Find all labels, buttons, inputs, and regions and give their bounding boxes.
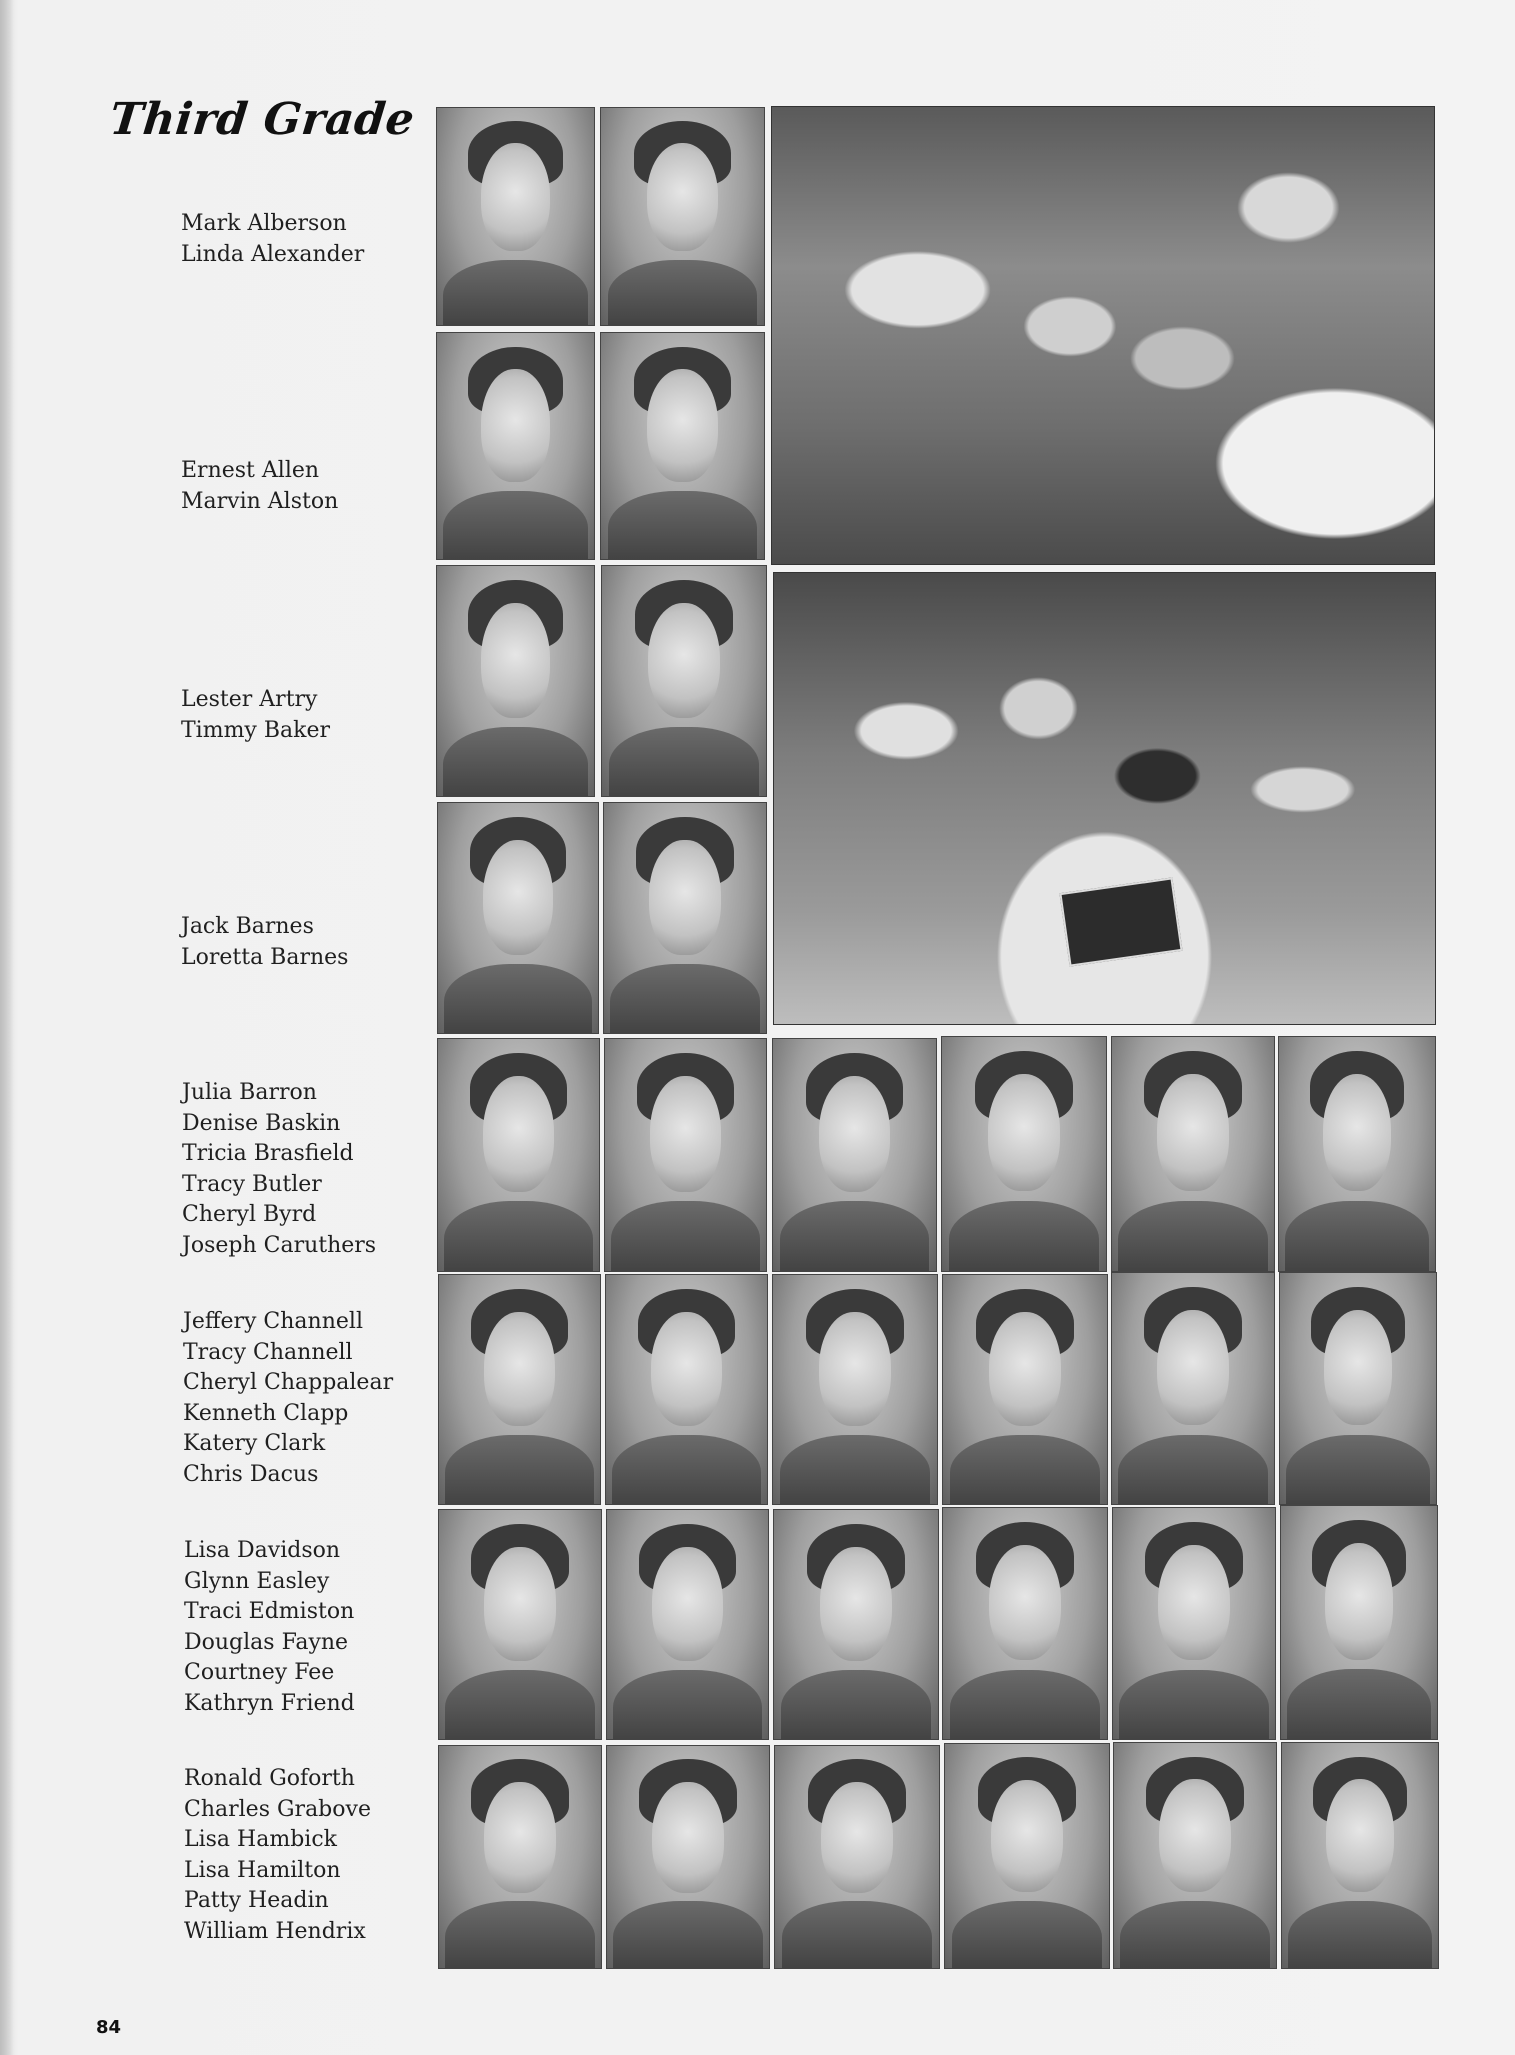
student-portrait bbox=[601, 565, 767, 797]
student-portrait bbox=[437, 1038, 600, 1272]
name-group-2 bbox=[181, 456, 338, 517]
student-name: Courtney Fee bbox=[184, 1660, 335, 1685]
student-portrait bbox=[1280, 1505, 1438, 1740]
student-name: Lisa Hamilton bbox=[184, 1857, 341, 1883]
student-name: Tricia Brasfield bbox=[182, 1141, 354, 1166]
student-portrait bbox=[437, 802, 599, 1034]
student-portrait bbox=[772, 1274, 938, 1505]
classroom-candid-photo bbox=[771, 106, 1435, 565]
student-name: Ronald Goforth bbox=[184, 1766, 355, 1791]
student-name: Loretta Barnes bbox=[181, 944, 349, 970]
student-portrait bbox=[773, 1509, 939, 1740]
student-portrait bbox=[942, 1507, 1108, 1740]
student-name: Kenneth Clapp bbox=[183, 1400, 349, 1426]
student-portrait bbox=[436, 107, 595, 326]
classroom-candid-photo bbox=[773, 572, 1436, 1025]
name-group-5 bbox=[182, 1078, 376, 1261]
binding-shadow bbox=[0, 0, 14, 2055]
student-name: Marvin Alston bbox=[181, 488, 339, 514]
student-portrait bbox=[600, 107, 765, 326]
student-portrait bbox=[604, 1038, 767, 1272]
student-name: Cheryl Byrd bbox=[182, 1202, 317, 1227]
student-portrait bbox=[605, 1274, 768, 1505]
student-name: Julia Barron bbox=[182, 1080, 317, 1105]
student-name: Glynn Easley bbox=[184, 1568, 330, 1594]
name-group-7 bbox=[184, 1536, 355, 1719]
student-name: Lisa Davidson bbox=[184, 1538, 341, 1563]
student-portrait bbox=[1278, 1036, 1436, 1272]
name-group-4 bbox=[181, 912, 348, 973]
student-name: Denise Baskin bbox=[182, 1110, 341, 1136]
student-name: Jeffery Channell bbox=[183, 1309, 363, 1334]
student-portrait bbox=[600, 332, 765, 560]
student-portrait bbox=[944, 1743, 1110, 1969]
student-portrait bbox=[438, 1509, 602, 1740]
student-portrait bbox=[1281, 1742, 1439, 1969]
name-group-3 bbox=[181, 685, 330, 746]
student-name: Linda Alexander bbox=[181, 241, 365, 267]
page-number: 84 bbox=[96, 2017, 122, 2038]
student-portrait bbox=[942, 1274, 1108, 1505]
student-portrait bbox=[1111, 1036, 1275, 1272]
student-portrait bbox=[1111, 1272, 1275, 1505]
student-portrait bbox=[606, 1509, 769, 1740]
student-name: Tracy Channell bbox=[183, 1339, 353, 1365]
student-name: Timmy Baker bbox=[181, 717, 331, 743]
student-name: Patty Headin bbox=[184, 1888, 329, 1913]
student-name: Tracy Butler bbox=[182, 1171, 322, 1197]
student-portrait bbox=[1279, 1272, 1437, 1505]
book-prop bbox=[1059, 877, 1182, 966]
student-portrait bbox=[436, 565, 595, 797]
student-portrait bbox=[1112, 1507, 1276, 1740]
student-portrait bbox=[772, 1038, 937, 1272]
student-name: Cheryl Chappalear bbox=[183, 1370, 394, 1395]
student-name: Douglas Fayne bbox=[184, 1629, 349, 1655]
student-name: Lester Artry bbox=[181, 687, 318, 712]
student-name: Chris Dacus bbox=[183, 1461, 319, 1487]
student-name: Jack Barnes bbox=[181, 914, 314, 939]
name-group-1 bbox=[181, 209, 364, 270]
student-name: Traci Edmiston bbox=[184, 1599, 355, 1624]
student-name: William Hendrix bbox=[184, 1918, 366, 1944]
student-name: Charles Grabove bbox=[184, 1796, 371, 1822]
student-portrait bbox=[941, 1036, 1107, 1272]
student-portrait bbox=[436, 332, 595, 560]
student-portrait bbox=[774, 1745, 940, 1969]
student-name: Lisa Hambick bbox=[184, 1827, 337, 1852]
section-title: Third Grade bbox=[107, 94, 417, 145]
student-portrait bbox=[603, 802, 767, 1034]
name-group-6 bbox=[183, 1307, 393, 1490]
student-portrait bbox=[438, 1274, 601, 1505]
student-name: Kathryn Friend bbox=[184, 1690, 355, 1716]
student-name: Katery Clark bbox=[183, 1431, 326, 1456]
student-portrait bbox=[438, 1745, 602, 1969]
student-portrait bbox=[1113, 1742, 1277, 1969]
student-portrait bbox=[606, 1745, 770, 1969]
student-name: Mark Alberson bbox=[181, 211, 347, 236]
student-name: Joseph Caruthers bbox=[182, 1232, 377, 1258]
name-group-8 bbox=[184, 1764, 371, 1947]
student-name: Ernest Allen bbox=[181, 458, 320, 483]
